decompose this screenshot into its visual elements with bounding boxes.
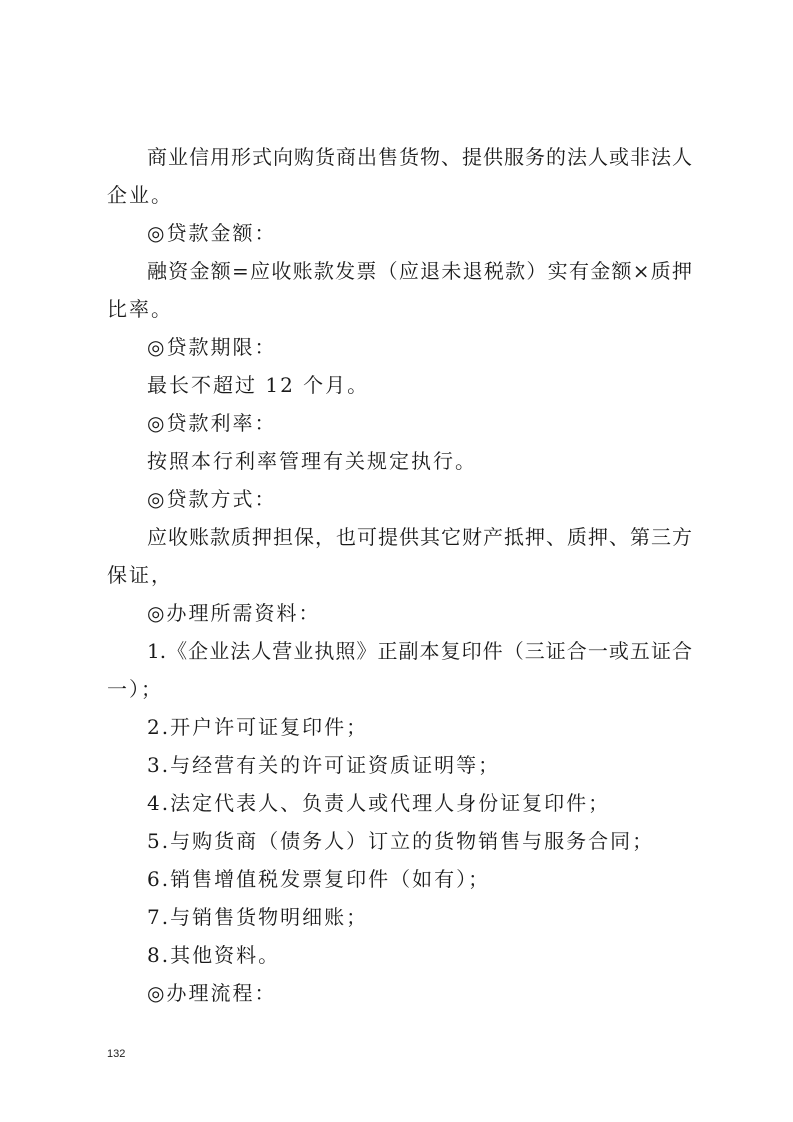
heading-loan-amount: ◎贷款金额： [147,221,277,245]
list-item-6: 6.销售增值税发票复印件（如有）； [147,867,491,891]
heading-required-materials: ◎办理所需资料： [147,601,321,625]
list-item-1-line2: 一）； [107,677,163,701]
paragraph-intro-line1: 商业信用形式向购货商出售货物、提供服务的法人或非法人 [147,145,692,169]
paragraph-loan-amount-line2: 比率。 [107,297,173,321]
list-item-2: 2.开户许可证复印件； [147,715,369,739]
paragraph-loan-term: 最长不超过 12 个月。 [147,373,370,397]
paragraph-loan-rate: 按照本行利率管理有关规定执行。 [147,449,477,473]
heading-loan-rate: ◎贷款利率： [147,411,277,435]
heading-process: ◎办理流程： [147,981,277,1005]
paragraph-loan-method-line1: 应收账款质押担保，也可提供其它财产抵押、质押、第三方 [147,525,692,549]
list-item-1-line1: 1.《企业法人营业执照》正副本复印件（三证合一或五证合 [147,639,692,663]
list-item-8: 8.其他资料。 [147,943,281,967]
page-number: 132 [107,1048,126,1060]
heading-loan-term: ◎贷款期限： [147,335,277,359]
paragraph-loan-method-line2: 保证， [107,563,173,587]
heading-loan-method: ◎贷款方式： [147,487,277,511]
paragraph-loan-amount-line1: 融资金额=应收账款发票（应退未退税款）实有金额×质押 [147,259,692,283]
list-item-5: 5.与购货商（债务人）订立的货物销售与服务合同； [147,829,655,853]
list-item-3: 3.与经营有关的许可证资质证明等； [147,753,501,777]
list-item-7: 7.与销售货物明细账； [147,905,369,929]
document-body [107,138,692,1012]
list-item-4: 4.法定代表人、负责人或代理人身份证复印件； [147,791,611,815]
paragraph-intro-line2: 企业。 [107,183,173,207]
